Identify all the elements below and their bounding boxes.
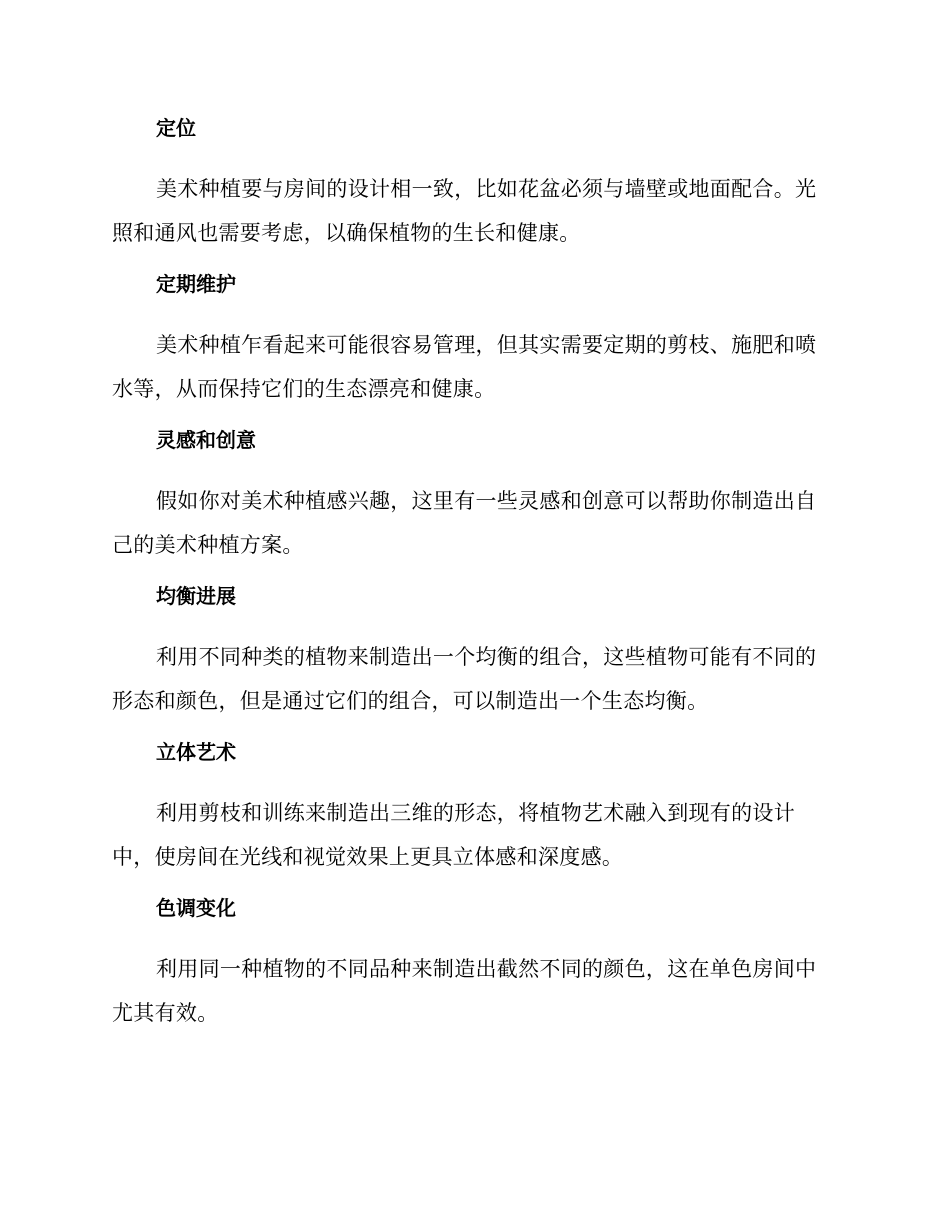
section-heading: 立体艺术 [156, 740, 236, 764]
section-inspiration [112, 424, 832, 567]
section-body: 利用剪枝和训练来制造出三维的形态，将植物艺术融入到现有的设计中，使房间在光线和视觉效果上更具立体感和深度感。 [112, 801, 795, 869]
section-heading: 定期维护 [156, 272, 236, 296]
section-heading: 定位 [156, 116, 196, 140]
section-body: 美术种植要与房间的设计相一致，比如花盆必须与墙壁或地面配合。光照和通风也需要考虑，以确保植物的生长和健康。 [112, 177, 817, 245]
section-heading: 均衡进展 [156, 584, 236, 608]
section-body: 美术种植乍看起来可能很容易管理，但其实需要定期的剪枝、施肥和喷水等，从而保持它们的生态漂亮和健康。 [112, 333, 817, 401]
section-body: 利用不同种类的植物来制造出一个均衡的组合，这些植物可能有不同的形态和颜色，但是通过它们的组合，可以制造出一个生态均衡。 [112, 645, 817, 713]
section-body: 假如你对美术种植感兴趣，这里有一些灵感和创意可以帮助你制造出自己的美术种植方案。 [112, 489, 817, 557]
section-body: 利用同一种植物的不同品种来制造出截然不同的颜色，这在单色房间中尤其有效。 [112, 957, 817, 1025]
section-3d-art [112, 736, 832, 879]
section-balance [112, 580, 832, 723]
section-heading: 灵感和创意 [156, 428, 256, 452]
section-color [112, 892, 832, 1035]
document-page [112, 112, 832, 1048]
section-heading: 色调变化 [156, 896, 236, 920]
section-maintenance [112, 268, 832, 411]
section-positioning [112, 112, 832, 255]
